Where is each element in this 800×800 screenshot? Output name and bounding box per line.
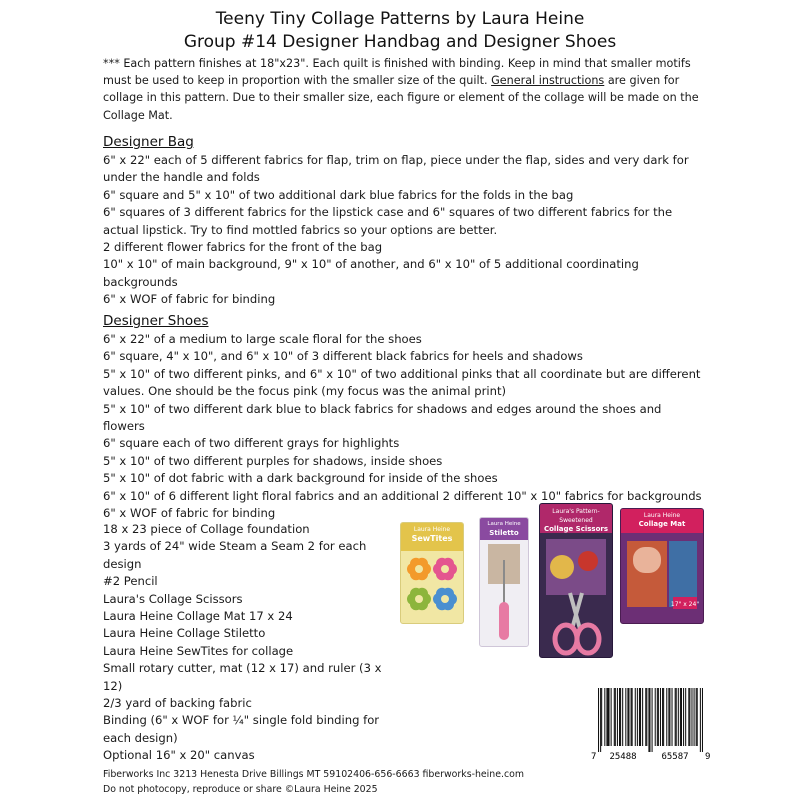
list-item: 6" square and 5" x 10" of two additional dark blue fabrics for the folds in the bag: [103, 187, 574, 202]
list-item: 6" squares of 3 different fabrics for the lipstick case and 6" squares of two different fabrics for the actual lipstick. Try to find mottled fabrics so your options are better.: [103, 205, 673, 237]
barcode: [588, 686, 712, 762]
list-item: Small rotary cutter, mat (12 x 17) and ruler (3 x 12): [103, 661, 382, 693]
intro-suffix: are given for collage in this pattern. Due to their smaller size, each figure or element of the collage will be made on the Collage Mat.: [103, 74, 699, 122]
supplies-list: [103, 521, 403, 765]
list-item: 5" x 10" of two different dark blue to black fabrics for shadows and edges around the shoes and flowers: [103, 401, 662, 434]
list-item: 6" x 22" each of 5 different fabrics for flap, trim on flap, piece under the flap, sides and very dark for under the handle and folds: [103, 153, 689, 185]
designer-bag-list: [103, 152, 703, 309]
designer-shoes-heading: Designer Shoes: [103, 313, 209, 329]
list-item: Optional 16" x 20" canvas: [103, 748, 255, 763]
barcode-left-digits: 25488: [609, 752, 637, 762]
list-item: 6" square each of two different grays for highlights: [103, 436, 400, 451]
list-item: 2 different flower fabrics for the front of the bag: [103, 240, 383, 255]
collage-mat-product-image: [620, 508, 704, 624]
designer-bag-heading: Designer Bag: [103, 134, 194, 150]
scissors-icon: [540, 533, 612, 658]
list-item: 18 x 23 piece of Collage foundation: [103, 522, 310, 536]
stiletto-product-image: [479, 517, 529, 647]
page-title: Teeny Tiny Collage Patterns by Laura Heine: [215, 9, 585, 29]
list-item: Laura Heine SewTites for collage: [103, 643, 294, 658]
barcode-trail-digit: 9: [705, 752, 711, 762]
product-name: SewTites: [411, 534, 453, 543]
list-item: Binding (6" x WOF for ¼" single fold binding for each design): [103, 713, 380, 745]
stiletto-tool-icon: [480, 540, 528, 646]
barcode-lead-digit: 7: [591, 752, 597, 762]
list-item: 6" x WOF of fabric for binding: [103, 292, 276, 307]
scissors-product-image: [539, 503, 613, 658]
footer-address: Fiberworks Inc 3213 Henesta Drive Billings MT 59102406-656-6663 fiberworks-heine.com: [103, 769, 524, 780]
list-item: 6" x WOF of fabric for binding: [103, 506, 276, 521]
list-item: 5" x 10" of dot fabric with a dark background for inside of the shoes: [103, 471, 498, 486]
mat-size-label: 17" x 24": [670, 601, 700, 608]
product-name: Collage Mat: [638, 520, 686, 528]
list-item: 10" x 10" of main background, 9" x 10" of another, and 6" x 10" of 5 additional coordinating backgrounds: [103, 257, 639, 289]
list-item: 6" x 22" of a medium to large scale floral for the shoes: [103, 332, 422, 346]
designer-shoes-list: [103, 331, 703, 522]
page-subtitle: Group #14 Designer Handbag and Designer Shoes: [183, 32, 617, 52]
list-item: Laura's Collage Scissors: [103, 591, 243, 606]
product-brand: Laura Heine: [643, 512, 681, 519]
intro-paragraph: [103, 55, 703, 124]
list-item: Laura Heine Collage Mat 17 x 24: [103, 609, 293, 624]
list-item: 5" x 10" of two different pinks, and 6" x 10" of two additional pinks that all coordinate but are different values. One should be the focus pink (my focus was the animal print): [103, 366, 701, 399]
general-instructions-link[interactable]: General instructions: [491, 74, 605, 88]
collage-mat-icon: [621, 533, 703, 624]
flower-clips-icon: [401, 551, 463, 624]
list-item: 3 yards of 24" wide Steam a Seam 2 for each design: [103, 539, 367, 571]
product-name: Collage Scissors: [543, 525, 608, 533]
sewtites-product-image: [400, 522, 464, 624]
list-item: 5" x 10" of two different purples for shadows, inside shoes: [103, 453, 443, 468]
footer-copyright: Do not photocopy, reproduce or share ©Laura Heine 2025: [103, 784, 378, 795]
product-brand: Laura's Pattern-Sweetened: [552, 508, 600, 524]
product-name: Stiletto: [489, 529, 519, 537]
list-item: 6" square, 4" x 10", and 6" x 10" of 3 different black fabrics for heels and shadows: [103, 349, 583, 364]
list-item: 6" x 10" of 6 different light floral fabrics and an additional 2 different 10" x 10" fabrics for backgrounds: [103, 488, 702, 503]
intro-prefix: *** Each pattern finishes at 18"x23". Each quilt is finished with binding. Keep in mind that smaller motifs must be used to keep in proportion with the smaller size of the quilt.: [103, 57, 691, 88]
barcode-right-digits: 65587: [661, 752, 689, 762]
product-brand: Laura Heine: [487, 521, 521, 527]
list-item: #2 Pencil: [103, 574, 158, 589]
product-brand: Laura Heine: [413, 526, 451, 533]
list-item: 2/3 yard of backing fabric: [103, 696, 252, 711]
list-item: Laura Heine Collage Stiletto: [103, 626, 266, 641]
